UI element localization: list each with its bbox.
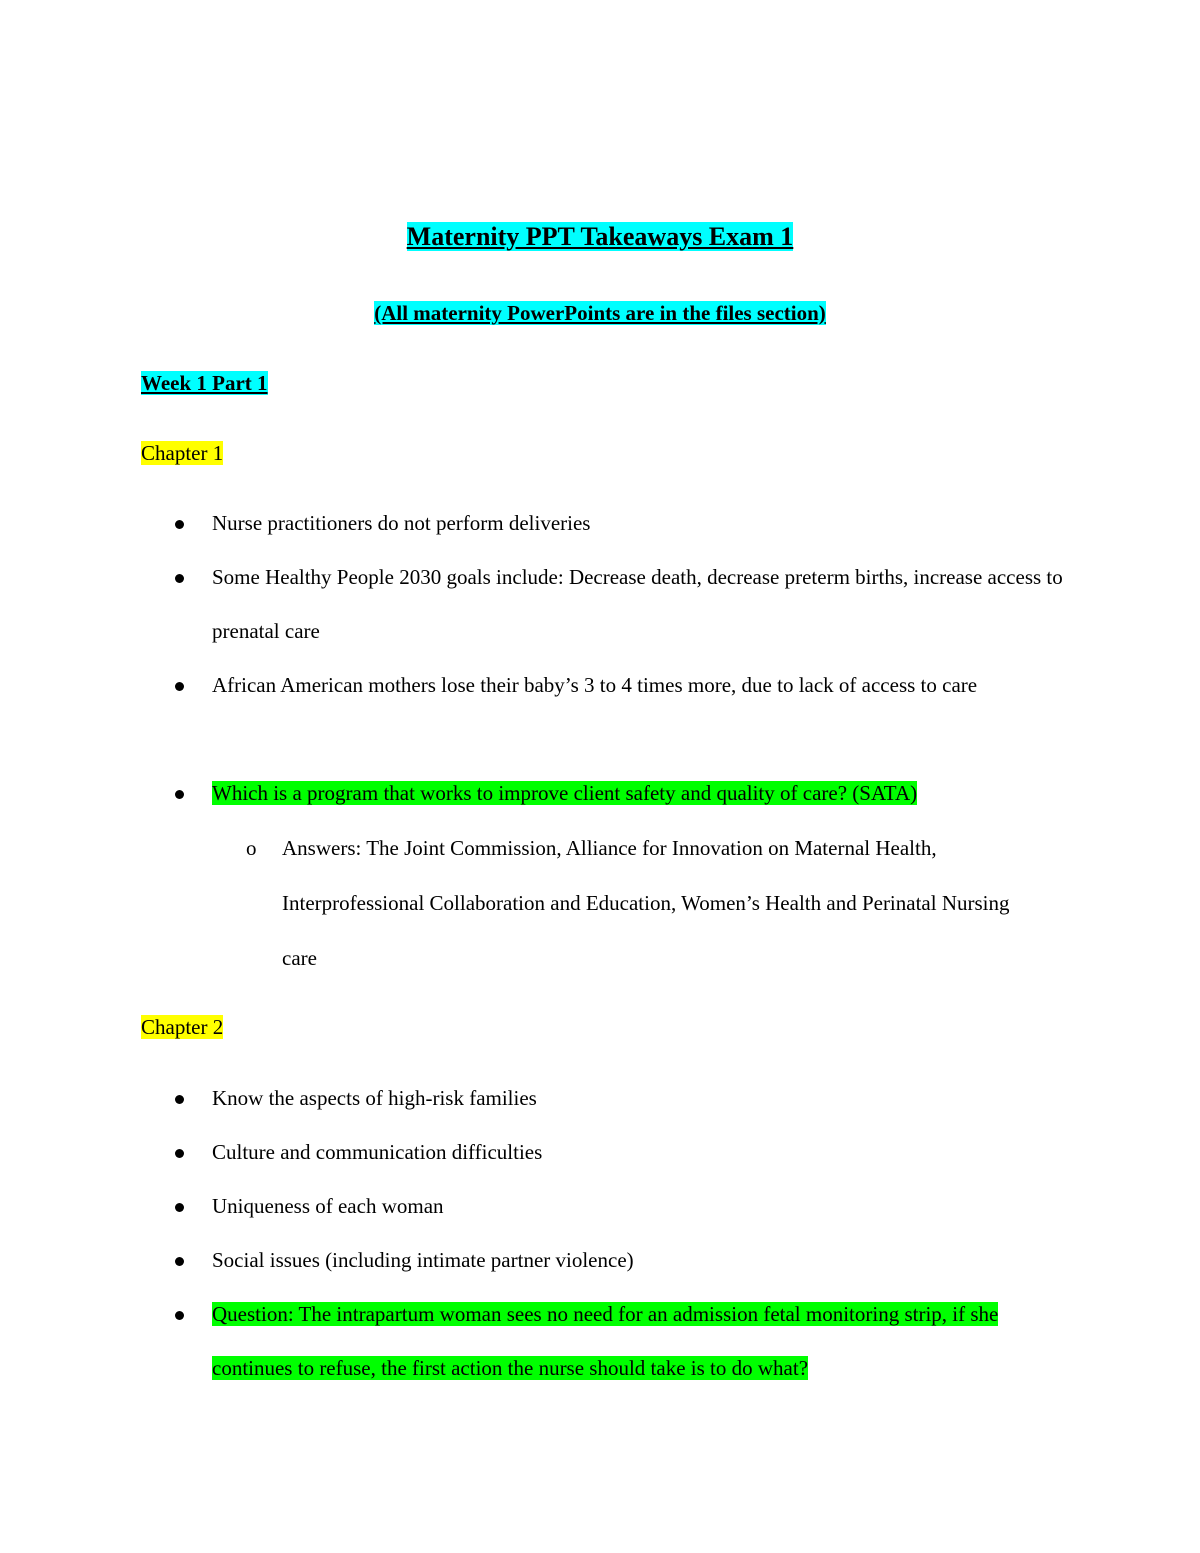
document-title-text: Maternity PPT Takeaways Exam 1 [406, 222, 794, 251]
question-text: Question: The intrapartum woman sees no need for an admission fetal monitoring strip, if she continues to refuse, the first action the nurse should take is to do what? [212, 1302, 999, 1380]
chapter-2-bullet [212, 1071, 1072, 1125]
chapter-1-question-bullet [212, 766, 1072, 820]
chapter-2-question-bullet [212, 1287, 1072, 1395]
document-subtitle-text: (All maternity PowerPoints are in the files section) [374, 301, 826, 325]
bullet-text: Uniqueness of each woman [212, 1194, 444, 1218]
document-subtitle [0, 298, 1200, 328]
chapter-1-heading-text: Chapter 1 [141, 441, 224, 465]
week-heading-text: Week 1 Part 1 [141, 371, 268, 395]
answer-text: Answers: The Joint Commission, Alliance for Innovation on Maternal Health, Interprofessional Collaboration and Education, Women’s Health and Perinatal Nursing care [282, 836, 1010, 970]
bullet-text: Nurse practitioners do not perform deliveries [212, 511, 591, 535]
question-text: Which is a program that works to improve client safety and quality of care? (SATA) [212, 781, 918, 805]
chapter-2-bullet [212, 1179, 1072, 1233]
week-heading [141, 368, 268, 398]
bullet-text: Social issues (including intimate partner violence) [212, 1248, 634, 1272]
chapter-1-bullet [212, 658, 1072, 712]
chapter-2-bullet [212, 1125, 1072, 1179]
chapter-1-heading [141, 438, 223, 468]
chapter-2-heading-text: Chapter 2 [141, 1015, 224, 1039]
chapter-1-answer [282, 821, 1042, 986]
bullet-text: Know the aspects of high-risk families [212, 1086, 537, 1110]
bullet-text: Some Healthy People 2030 goals include: Decrease death, decrease preterm births, increase access to prenatal care [212, 565, 1063, 643]
document-title [0, 220, 1200, 254]
bullet-text: African American mothers lose their baby’s 3 to 4 times more, due to lack of access to care [212, 673, 978, 697]
chapter-2-heading [141, 1012, 223, 1042]
bullet-text: Culture and communication difficulties [212, 1140, 543, 1164]
chapter-2-bullet [212, 1233, 1072, 1287]
chapter-1-bullet [212, 550, 1072, 658]
chapter-1-bullet [212, 496, 1072, 550]
sub-bullet-marker: o [246, 836, 257, 860]
